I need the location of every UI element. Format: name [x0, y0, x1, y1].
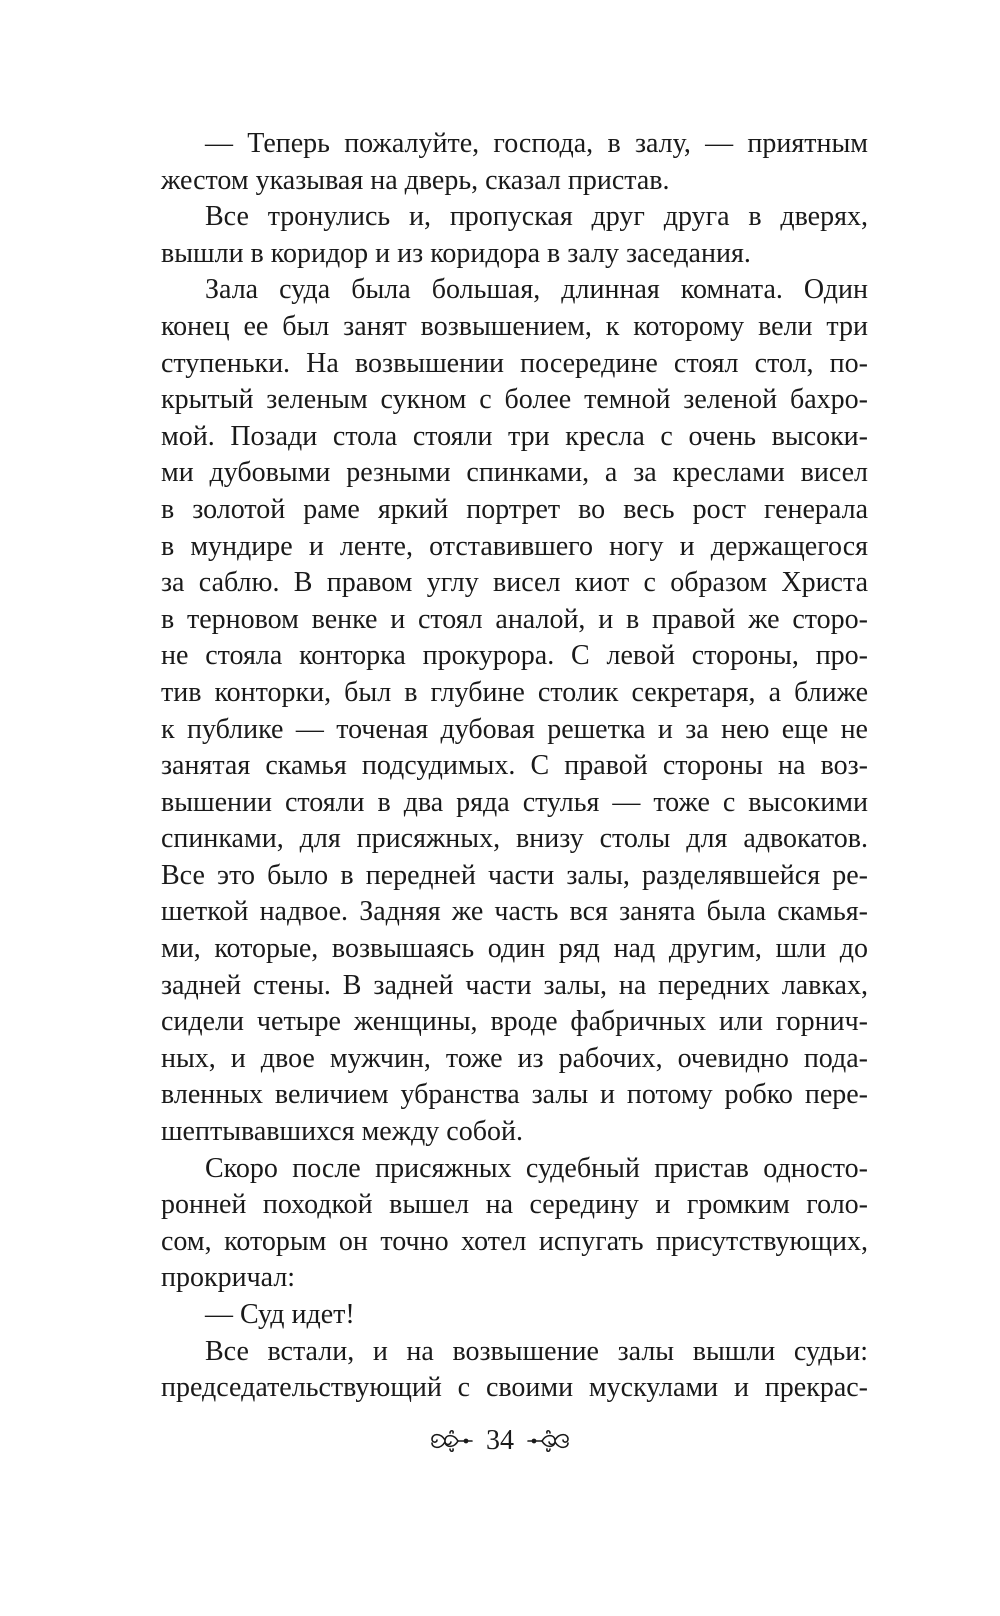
paragraph	[161, 126, 868, 199]
text-line: — Теперь пожалуйте, господа, в залу, — приятным	[205, 128, 868, 159]
text-line: вышении стояли в два ряда стулья — тоже с высокими	[161, 786, 868, 818]
text-line: ных, и двое мужчин, тоже из рабочих, очевидно пода-	[161, 1042, 868, 1074]
paragraph	[161, 199, 868, 272]
text-line: Все это было в передней части залы, разделявшейся ре-	[161, 859, 868, 891]
text-line: конец ее был занят возвышением, к которому вели три	[161, 310, 868, 342]
text-line: шеткой надвое. Задняя же часть вся занята была скамья-	[161, 896, 868, 928]
text-line: ступеньки. На возвышении посередине стоял стол, по-	[161, 347, 868, 379]
text-line: мой. Позади стола стояли три кресла с очень высоки-	[161, 420, 868, 452]
text-line: задней стены. В задней части залы, на передних лавках,	[161, 969, 868, 1001]
text-line: занятая скамья подсудимых. С правой стороны на воз-	[161, 750, 868, 782]
text-line: спинками, для присяжных, внизу столы для адвокатов.	[161, 823, 868, 855]
body-text	[161, 126, 868, 1407]
text-line: председательствующий с своими мускулами и прекрас-	[161, 1372, 868, 1404]
text-line: Зала суда была большая, длинная комната. Один	[205, 274, 868, 306]
text-line: сидели четыре женщины, вроде фабричных или горнич-	[161, 1006, 868, 1038]
text-line: не стояла конторка прокурора. С левой стороны, про-	[161, 640, 868, 672]
text-line: шептывавшихся между собой.	[161, 1116, 523, 1148]
text-line: Все тронулись и, пропуская друг друга в дверях,	[205, 201, 868, 233]
text-line: за саблю. В правом углу висел киот с образом Христа	[161, 567, 868, 599]
text-line: в мундире и ленте, отставившего ногу и держащегося	[161, 530, 868, 562]
text-line: тив конторки, был в глубине столик секретаря, а ближе	[161, 676, 868, 708]
text-line: в золотой раме яркий портрет во весь рост генерала	[161, 493, 868, 525]
paragraph	[161, 1297, 868, 1334]
text-line: прокричал:	[161, 1262, 296, 1294]
text-line: в терновом венке и стоял аналой, и в правой же сторо-	[161, 603, 868, 635]
text-line: Все встали, и на возвышение залы вышли судьи:	[205, 1335, 868, 1367]
paragraph	[161, 1151, 868, 1297]
text-line: ми, которые, возвышаясь один ряд над другим, шли до	[161, 933, 868, 965]
text-line: — Суд идет!	[205, 1299, 355, 1330]
text-line: крытый зеленым сукном с более темной зеленой бахро-	[161, 384, 868, 416]
text-line: к публике — точеная дубовая решетка и за нею еще не	[161, 713, 868, 745]
paragraph	[161, 272, 868, 1150]
text-line: вышли в коридор и из коридора в залу заседания.	[161, 237, 751, 269]
text-line: Скоро после присяжных судебный пристав односто-	[205, 1152, 868, 1184]
text-line: сом, которым он точно хотел испугать присутствующих,	[161, 1225, 868, 1257]
floral-ornament-icon	[526, 1428, 572, 1454]
text-line: ми дубовыми резными спинками, а за креслами висел	[161, 457, 868, 489]
page-footer	[0, 1425, 1000, 1457]
text-line: ронней походкой вышел на середину и громким голо-	[161, 1189, 868, 1221]
page-number: 34	[486, 1425, 514, 1456]
text-line: жестом указывая на дверь, сказал пристав.	[161, 164, 670, 196]
text-line: вленных величием убранства залы и потому робко пере-	[161, 1079, 868, 1111]
paragraph	[161, 1334, 868, 1407]
floral-ornament-icon	[428, 1428, 474, 1454]
